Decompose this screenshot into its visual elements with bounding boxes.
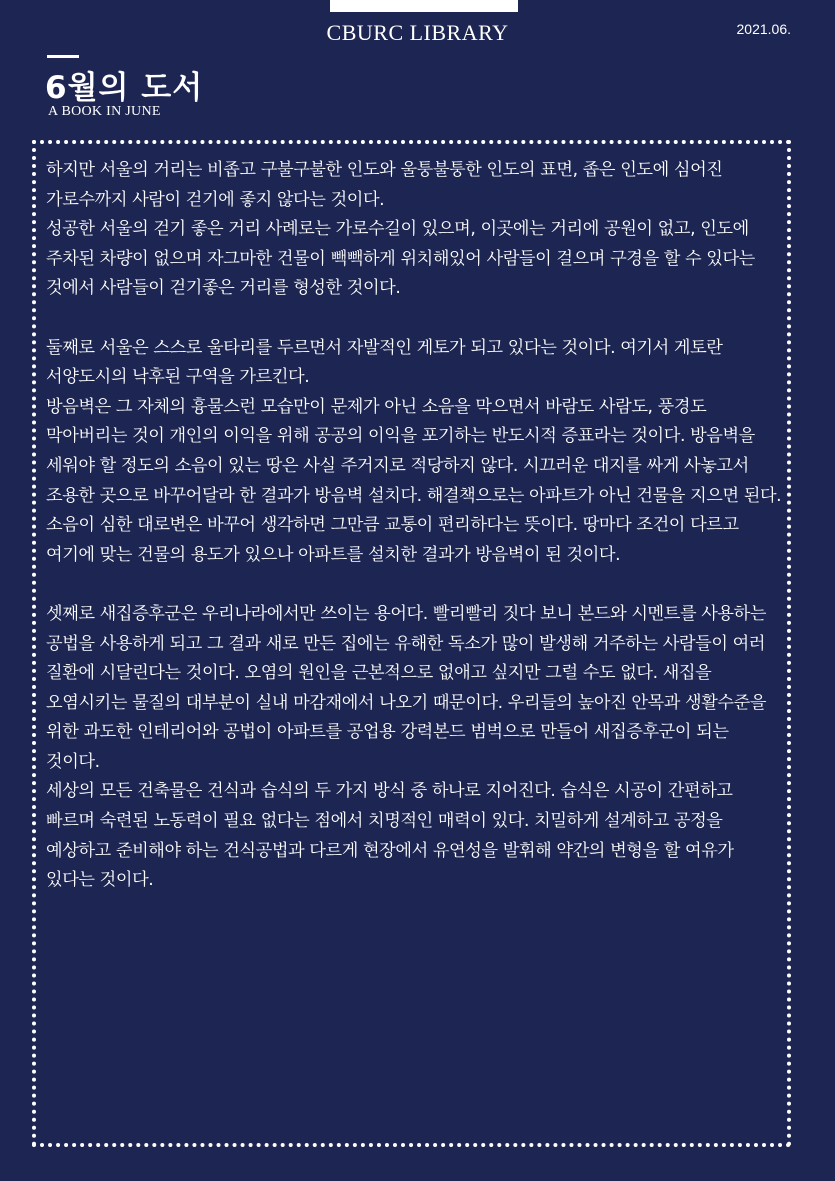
paragraph-spacer bbox=[46, 570, 786, 600]
paragraph-spacer bbox=[46, 304, 786, 334]
issue-date: 2021.06. bbox=[736, 21, 791, 37]
paragraph-3: 둘째로 서울은 스스로 울타리를 두르면서 자발적인 게토가 되고 있다는 것이다. 여기서 게토란 서양도시의 낙후된 구역을 가르킨다. bbox=[46, 337, 723, 388]
paragraph-2: 성공한 서울의 걷기 좋은 거리 사례로는 가로수길이 있으며, 이곳에는 거리에 공원이 없고, 인도에 주차된 차량이 없으며 자그마한 건물이 빽빽하게 위치해있어 사람들이 걸으며 구경을 할 수 있다는 것에서 사람들이 걷기좋은 거리를 형성한 것이다. bbox=[46, 219, 755, 299]
header-tab-decoration bbox=[330, 0, 518, 12]
paragraph-6: 세상의 모든 건축물은 건식과 습식의 두 가지 방식 중 하나로 지어진다. 습식은 시공이 간편하고 빠르며 숙련된 노동력이 필요 없다는 점에서 치명적인 매력이 있다. 치밀하게 설계하고 공정을 예상하고 준비해야 하는 건식공법과 다르게 현장에서 유연성을 발휘해 약간의 변형을 할 여유가 있다는 것이다. bbox=[46, 781, 734, 891]
page-subtitle: A BOOK IN JUNE bbox=[48, 104, 161, 119]
page-title: 6월의 도서 bbox=[45, 70, 204, 106]
title-accent-bar bbox=[47, 55, 79, 58]
paragraph-4: 방음벽은 그 자체의 흉물스런 모습만이 문제가 아닌 소음을 막으면서 바람도 사람도, 풍경도 막아버리는 것이 개인의 이익을 위해 공공의 이익을 포기하는 반도시적 증표라는 것이다. 방음벽을 세워야 할 정도의 소음이 있는 땅은 사실 주거지로 적당하지 않다. 시끄러운 대지를 싸게 사놓고서 조용한 곳으로 바꾸어달라 한 결과가 방음벽 설치다. 해결책으로는 아파트가 아닌 건물을 지으면 된다. 소음이 심한 대로변은 바꾸어 생각하면 그만큼 교통이 편리하다는 뜻이다. 땅마다 조건이 다르고 여기에 맞는 건물의 용도가 있으나 아파트를 설치한 결과가 방음벽이 된 것이다. bbox=[46, 396, 782, 565]
paragraph-5: 셋째로 새집증후군은 우리나라에서만 쓰이는 용어다. 빨리빨리 짓다 보니 본드와 시멘트를 사용하는 공법을 사용하게 되고 그 결과 새로 만든 집에는 유해한 독소가 많이 발생해 거주하는 사람들이 여러 질환에 시달린다는 것이다. 오염의 원인을 근본적으로 없애고 싶지만 그럴 수도 없다. 새집을 오염시키는 물질의 대부분이 실내 마감재에서 나오기 때문이다. 우리들의 높아진 안목과 생활수준을 위한 과도한 인테리어와 공법이 아파트를 공업용 강력본드 범벅으로 만들어 새집증후군이 되는 것이다. bbox=[46, 603, 767, 772]
library-name: CBURC LIBRARY bbox=[326, 20, 509, 45]
article-body bbox=[46, 156, 786, 896]
paragraph-1: 하지만 서울의 거리는 비좁고 구불구불한 인도와 울퉁불퉁한 인도의 표면, 좁은 인도에 심어진 가로수까지 사람이 걷기에 좋지 않다는 것이다. bbox=[46, 160, 723, 210]
